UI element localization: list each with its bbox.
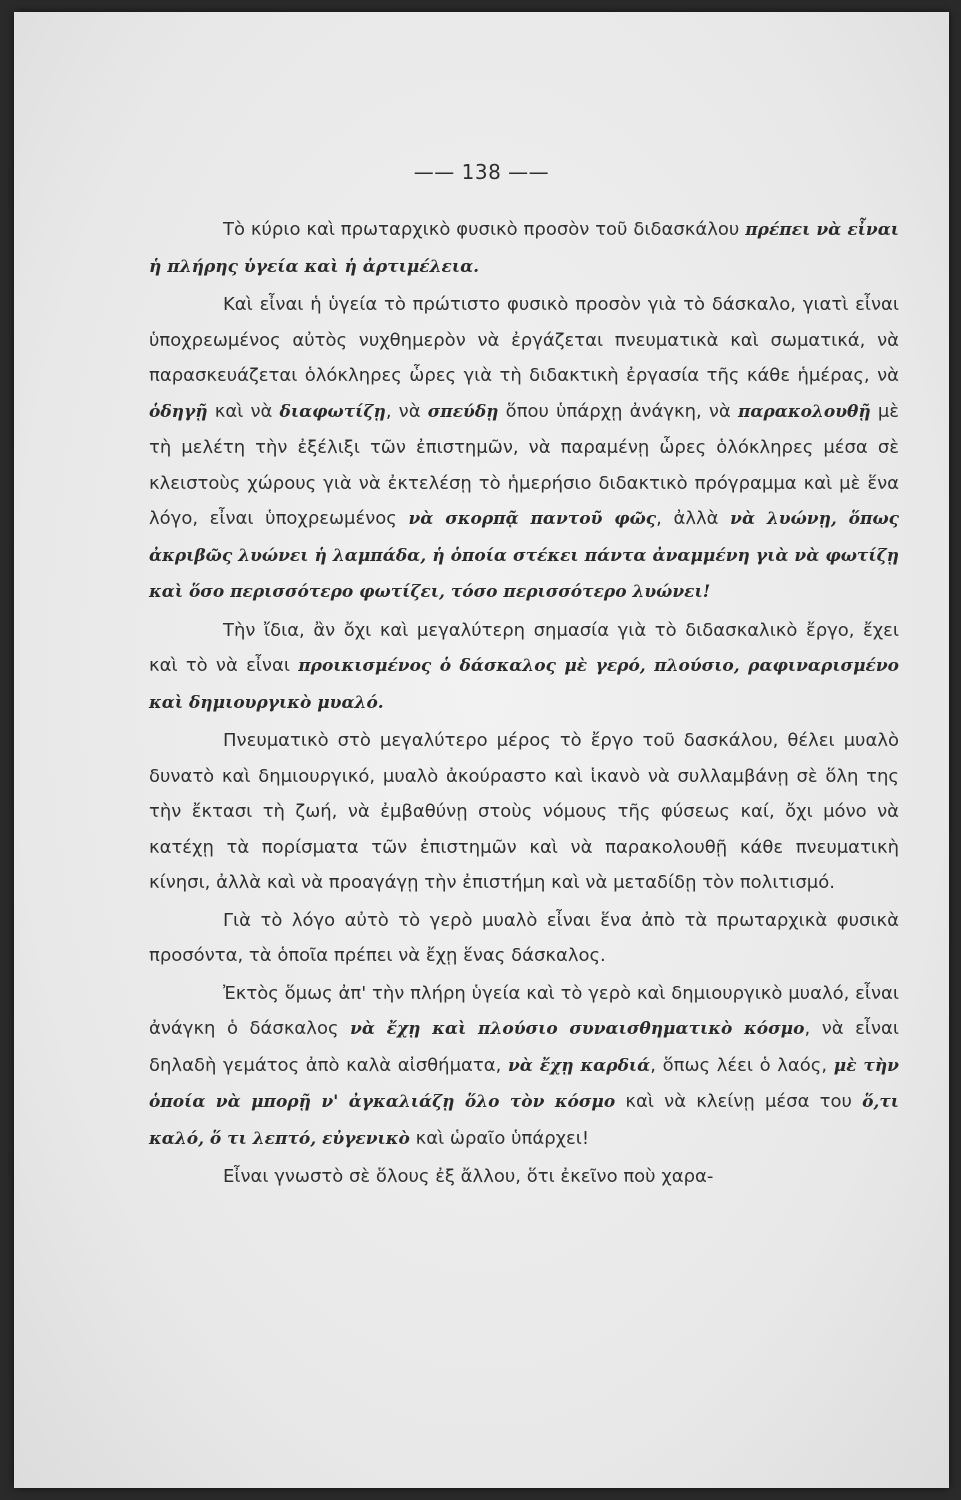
paragraph — [149, 903, 899, 974]
paragraph-text: καὶ ὡραῖο ὑπάρχει! — [409, 1127, 590, 1149]
paragraph — [149, 613, 899, 722]
emphasized-text: νὰ ἔχῃ καὶ πλούσιο συναισθηματικὸ κόσμο — [350, 1019, 805, 1039]
paragraph-text: ὅπου ὑπάρχῃ ἀνάγκη, νὰ — [498, 400, 738, 422]
paragraph — [149, 976, 899, 1158]
book-page — [14, 12, 949, 1488]
emphasized-text: σπεύδῃ — [427, 401, 499, 422]
paragraph-text: Τὴν ἴδια, ἂν ὄχι καὶ μεγαλύτερη σημασία γιὰ τὸ διδασκαλικὸ ἔργο, ἔχει καὶ τὸ νὰ εἶναι — [149, 619, 899, 676]
paragraph-text: , ὅπως λέει ὁ λαός, — [650, 1054, 834, 1076]
paragraph-text: , νὰ εἶναι δηλαδὴ γεμάτος ἀπὸ καλὰ αἰσθήματα, — [149, 1018, 899, 1076]
paragraph-text: Γιὰ τὸ λόγο αὐτὸ τὸ γερὸ μυαλὸ εἶναι ἕνα ἀπὸ τὰ πρωταρχικὰ φυσικὰ προσόντα, τὰ ὁποῖα πρέπει νὰ ἔχῃ ἕνας δάσκαλος. — [149, 909, 899, 966]
emphasized-text: νὰ λυώνῃ, ὅπως ἀκριβῶς λυώνει ἡ λαμπάδα, ἡ ὁποία στέκει πάντα ἀναμμένη γιὰ νὰ φωτίζῃ καὶ ὅσο περισσότερο φωτίζει, τόσο περισσότερο λυώνει! — [149, 509, 900, 602]
paragraph-text: Τὸ κύριο καὶ πρωταρχικὸ φυσικὸ προσὸν τοῦ διδασκάλου — [223, 219, 746, 240]
emphasized-text: ὅ,τι καλό, ὅ τι λεπτό, εὐγενικὸ — [149, 1092, 899, 1149]
paragraph-text: , νὰ — [385, 400, 428, 422]
paragraph-text: καὶ νὰ κλείνῃ μέσα του — [615, 1091, 863, 1112]
paragraph — [149, 287, 899, 611]
paragraph-text: μὲ τὴ μελέτη τὴν ἐξέλιξι τῶν ἐπιστημῶν, νὰ παραμένῃ ὧρες ὁλόκληρες μέσα σὲ κλειστοὺς χώρους γιὰ νὰ ἐκτελέσῃ τὸ ἡμερήσιο διδακτικὸ πρόγραμμα καὶ μὲ ἕνα λόγο, εἶναι ὑποχρεωμένος — [149, 400, 899, 529]
emphasized-text: διαφωτίζῃ — [279, 401, 386, 422]
body-text — [149, 212, 899, 1197]
paragraph — [149, 1159, 899, 1195]
paragraph-text: καὶ νὰ — [207, 400, 280, 422]
emphasized-text: ὁδηγῇ — [149, 401, 208, 422]
paragraph — [149, 212, 899, 285]
emphasized-text: νὰ σκορπᾷ παντοῦ φῶς — [408, 509, 657, 529]
paragraph-text: Πνευματικὸ στὸ μεγαλύτερο μέρος τὸ ἔργο τοῦ δασκάλου, θέλει μυαλὸ δυνατὸ καὶ δημιουργικό, μυαλὸ ἀκούραστο καὶ ἱκανὸ νὰ συλλαμβάνῃ σὲ ὅλη της τὴν ἔκτασι τὴ ζωή, νὰ ἐμβαθύνῃ στοὺς νόμους τῆς φύσεως καί, ὄχι μόνο νὰ κατέχῃ τὰ πορίσματα τῶν ἐπιστημῶν καὶ νὰ παρακολουθῇ κάθε πνευματικὴ κίνησι, ἀλλὰ καὶ νὰ προαγάγῃ τὴν ἐπιστήμη καὶ νὰ μεταδίδῃ τὸν πολιτισμό. — [149, 730, 899, 893]
emphasized-text: μὲ τὴν ὁποία νὰ μπορῇ ν' ἀγκαλιάζῃ ὅλο τὸν κόσμο — [149, 1055, 899, 1112]
paragraph-text: , ἀλλὰ — [656, 508, 731, 529]
paragraph-text: Εἶναι γνωστὸ σὲ ὅλους ἐξ ἄλλου, ὅτι ἐκεῖνο ποὺ χαρα- — [223, 1166, 714, 1187]
paragraph — [149, 723, 899, 901]
emphasized-text: προικισμένος ὁ δάσκαλος μὲ γερό, πλούσιο, ραφιναρισμένο καὶ δημιουργικὸ μυαλό. — [149, 656, 899, 713]
emphasized-text: νὰ ἔχῃ καρδιά — [507, 1055, 651, 1076]
paragraph-text: Ἐκτὸς ὅμως ἀπ' τὴν πλήρη ὑγεία καὶ τὸ γερὸ καὶ δημιουργικὸ μυαλό, εἶναι ἀνάγκη ὁ δάσκαλος — [149, 982, 899, 1039]
paragraph-text: Καὶ εἶναι ἡ ὑγεία τὸ πρώτιστο φυσικὸ προσὸν γιὰ τὸ δάσκαλο, γιατὶ εἶναι ὑποχρεωμένος αὐτὸς νυχθημερὸν νὰ ἐργάζεται πνευματικὰ καὶ σωματικά, νὰ παρασκευάζεται ὁλόκληρες ὧρες γιὰ τὴ διδακτικὴ ἐργασία τῆς κάθε ἡμέρας, νὰ — [149, 294, 899, 386]
emphasized-text: παρακολουθῇ — [737, 401, 871, 422]
page-number: —— 138 —— — [413, 160, 550, 184]
emphasized-text: πρέπει νὰ εἶναι ἡ πλήρης ὑγεία καὶ ἡ ἀρτιμέλεια. — [149, 220, 900, 277]
